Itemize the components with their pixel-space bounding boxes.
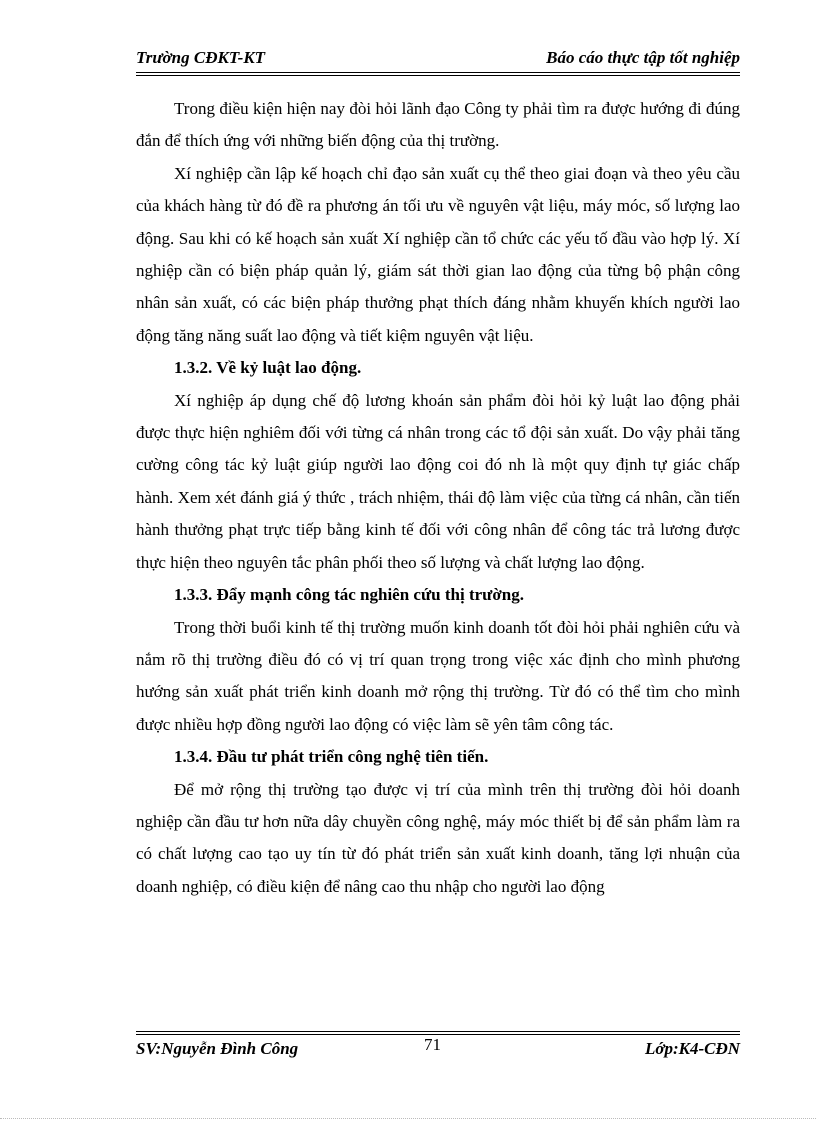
footer-class: Lớp:K4-CĐN [644, 1039, 740, 1058]
paragraph-planning: Xí nghiệp cần lập kế hoạch chỉ đạo sản xuất cụ thể theo giai đoạn và theo yêu cầu của khách hàng từ đó đề ra phương án tối ưu về nguyên vật liệu, máy móc, số lượng lao động. Sau khi có kế hoạch sản xuất Xí nghiệp cần tổ chức các yếu tố đầu vào hợp lý. Xí nghiệp cần có biện pháp quản lý, giám sát thời gian lao động của từng bộ phận công nhân sản xuất, có các biện pháp thưởng phạt thích đáng nhằm khuyến khích người lao động tăng năng suất lao động và tiết kiệm nguyên vật liệu. [136, 163, 740, 345]
paragraph-intro: Trong điều kiện hiện nay đòi hỏi lãnh đạo Công ty phải tìm ra được hướng đi đúng đắn để thích ứng với những biến động của thị trường. [136, 99, 740, 151]
section-heading-1-3-3: 1.3.3. Đẩy mạnh công tác nghiên cứu thị trường. [174, 585, 525, 605]
footer-student: SV:Nguyễn Đình Công [136, 1039, 299, 1058]
page-body [136, 93, 740, 903]
header-rule-double [136, 75, 740, 76]
page-header [136, 48, 740, 72]
section-heading-1-3-2: 1.3.2. Về kỷ luật lao động. [174, 358, 362, 378]
page-number: 71 [424, 1035, 441, 1054]
paragraph-market-research: Trong thời buổi kinh tế thị trường muốn kinh doanh tốt đòi hỏi phải nghiên cứu và nắm rõ thị trường điều đó có vị trí quan trọng trong việc xác định cho mình phương hướng sản xuất phát triển kinh doanh mở rộng thị trường. Từ đó có thể tìm cho mình được nhiều hợp đồng người lao động có việc làm sẽ yên tâm công tác. [136, 617, 740, 734]
paragraph-technology: Để mở rộng thị trường tạo được vị trí của mình trên thị trường đòi hỏi doanh nghiệp cần đầu tư hơn nữa dây chuyền công nghệ, máy móc thiết bị để sản phẩm làm ra có chất lượng cao tạo uy tín từ đó phát triển sản xuất kinh doanh, tăng lợi nhuận của doanh nghiệp, có điều kiện để nâng cao thu nhập cho người lao động [136, 779, 740, 896]
header-rule [136, 72, 740, 73]
header-report-title: Báo cáo thực tập tốt nghiệp [546, 48, 740, 67]
header-school: Trường CĐKT-KT [136, 48, 266, 67]
paragraph-discipline: Xí nghiệp áp dụng chế độ lương khoán sản phẩm đòi hỏi kỷ luật lao động phải được thực hiện nghiêm đối với từng cá nhân trong các tổ đội sản xuất. Do vậy phải tăng cường công tác kỷ luật giúp người lao động coi đó nh là một quy định tự giác chấp hành. Xem xét đánh giá ý thức , trách nhiệm, thái độ làm việc của từng cá nhân, cần tiến hành thưởng phạt trực tiếp bằng kinh tế đối với công nhân để công tác trả lương được thực hiện theo nguyên tắc phân phối theo số lượng và chất lượng lao động. [136, 390, 740, 572]
section-heading-1-3-4: 1.3.4. Đầu tư phát triển công nghệ tiên tiến. [174, 747, 489, 767]
footer-rule [136, 1031, 740, 1032]
page-edge-dotted-line [0, 1118, 816, 1119]
page-footer [136, 1037, 740, 1063]
